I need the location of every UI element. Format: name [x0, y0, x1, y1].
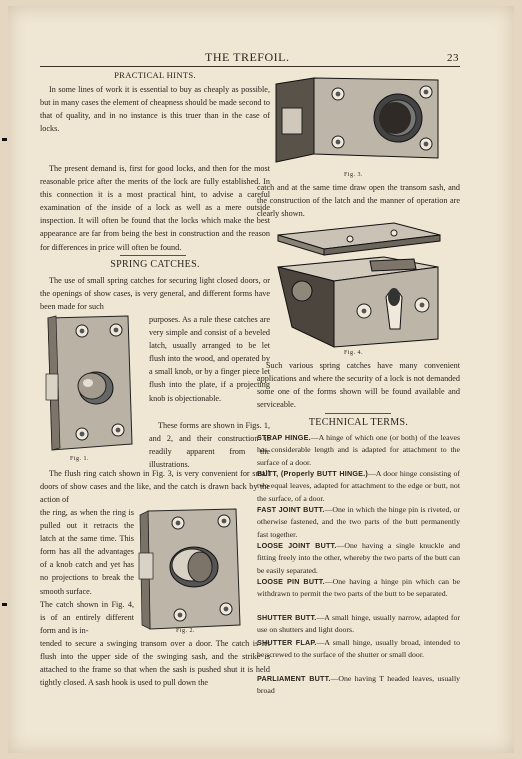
fig3-caption: Fig. 3. [344, 172, 364, 178]
term-definition: —A hinge of which one (or both) of the leaves has considerable length and is adapted for attachment to the surface of a door. [257, 433, 460, 467]
fig2-spring-catch-illustration [136, 505, 246, 633]
term-entry [257, 432, 460, 469]
term-name: LOOSE PIN BUTT. [257, 577, 325, 586]
spring-paragraph-5: the ring, as when the ring is pulled out it retracts the latch at the same time. This form has all the advantages of a knob catch and yet has no projections to break the smooth surface. [40, 508, 134, 596]
term-entry [257, 673, 460, 699]
page-number: 23 [447, 52, 459, 64]
term-name: LOOSE JOINT BUTT. [257, 541, 337, 550]
spring-paragraph-1: The use of small spring catches for securing light closed doors, or the openings of show cases, is very general, and different forms have been made for such [40, 276, 270, 312]
spring-catches-heading: SPRING CATCHES. [110, 259, 200, 270]
term-entry [257, 612, 460, 637]
fig3-flush-ring-catch-illustration [274, 74, 444, 170]
term-definition: —One having a hinge pin which can be withdrawn to permit the two parts of the butt to be separated. [257, 577, 461, 599]
term-name: BUTT, (Properly BUTT HINGE.) [257, 469, 368, 478]
term-name: SHUTTER FLAP. [257, 638, 317, 647]
term-name: FAST JOINT BUTT. [257, 505, 325, 514]
spring-paragraph-8: catch and at the same time draw open the transom sash, and the construction of the latch and the manner of operation are clearly shown. [257, 183, 460, 219]
fig1-spring-catch-illustration [42, 314, 142, 454]
term-entry [257, 637, 460, 674]
term-definition: —A small hinge, usually narrow, adapted for use on shutters and light doors. [257, 613, 460, 635]
binding-mark [2, 138, 7, 141]
fig4-transom-catch-illustration [274, 221, 446, 349]
spring-paragraph-7: tended to secure a swinging transom over a door. The catch is let flush into the upper side of the swinging sash, and the strike is attached to the frame so that when the sash is pushed shut it is held tightly closed. A sash hook is used to pull down the [40, 639, 270, 688]
binding-mark [2, 603, 7, 606]
term-definition: —One in which the hinge pin is riveted, or otherwise fastened, and the two parts of the butt permanently fast together. [257, 505, 461, 539]
term-entry [257, 468, 460, 505]
practical-hints-heading: PRACTICAL HINTS. [114, 70, 196, 80]
term-definition: —A door hinge consisting of two equal leaves, adapted for attachment to the edge or butt, not the surface, of a door. [257, 469, 460, 503]
fig4-caption: Fig. 4. [344, 350, 364, 356]
practical-paragraph-1: In some lines of work it is essential to buy as cheaply as possible, but in many cases the element of cheapness should be made second to that of quality, and in no instance is this truer than in the case of locks. [40, 85, 270, 134]
header-rule [40, 66, 460, 67]
fig1-caption: Fig. 1. [70, 456, 90, 462]
spring-paragraph-9: Such various spring catches have many convenient applications and where the security of a lock is not demanded some one of the forms shown will be found available and serviceable. [257, 361, 460, 410]
term-entry [257, 576, 460, 613]
technical-terms-heading: TECHNICAL TERMS. [308, 417, 409, 428]
term-definition: —One having T headed leaves, usually broad [257, 674, 461, 696]
spring-paragraph-6: The catch shown in Fig. 4, is of an entirely different form and is in- [40, 600, 134, 636]
fig2-caption: Fig. 2. [176, 628, 196, 634]
spring-paragraph-3: These forms are shown in Figs. 1, and 2, and their construction is readily apparent from the illustrations. [149, 421, 270, 470]
term-entry [257, 504, 460, 541]
term-name: STRAP HINGE. [257, 433, 311, 442]
spring-paragraph-2: purposes. As a rule these catches are very simple and consist of a beveled latch, usually arranged to be let flush into the wood, and operated by a small knob, or by a finger piece let flush into the plate, if a projecting knob is objectionable. [149, 315, 270, 403]
section-divider [325, 413, 391, 414]
spring-paragraph-4: The flush ring catch shown in Fig. 3, is very convenient for small doors of show cases and the like, and the catch is drawn back by the action of [40, 469, 270, 505]
running-head-title: THE TREFOIL. [205, 50, 290, 64]
section-divider [120, 255, 186, 256]
term-name: PARLIAMENT BUTT. [257, 674, 331, 683]
term-entry [257, 540, 460, 577]
term-definition: —One having a single knuckle and fitting freely into the other, whereby the two parts of the butt can be easily separated. [257, 541, 460, 575]
practical-paragraph-2: The present demand is, first for good locks, and then for the most reasonable price after the merits of the lock are fully established. In this connection it is a most practical hint, to advise a careful examination of the inside of a lock as well as a mere outside inspection. It will often be found that the locks which make the best appearance are far from being the best in construction and the reason for differences in price will often be found. [40, 164, 270, 252]
term-name: SHUTTER BUTT. [257, 613, 317, 622]
term-definition: —A small hinge, usually broad, intended to be screwed to the surface of the shutter or small door. [257, 638, 460, 660]
